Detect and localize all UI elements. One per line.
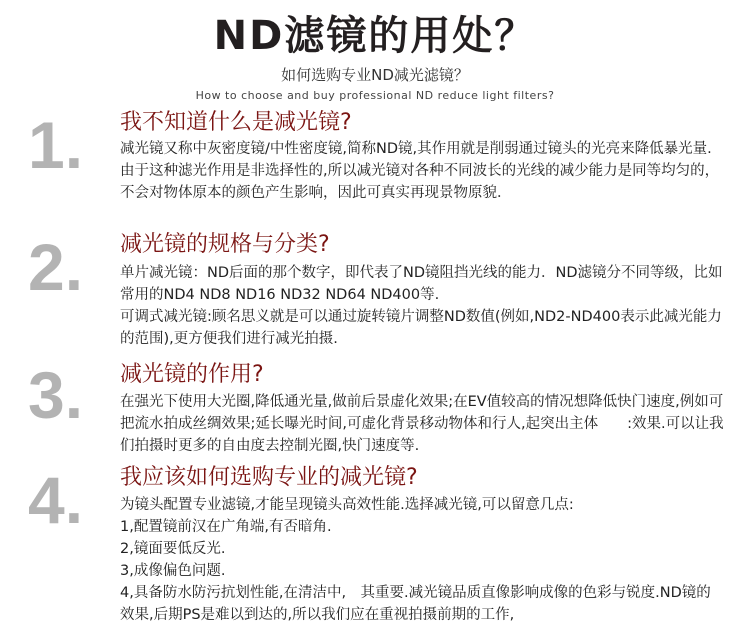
section-body	[120, 262, 725, 350]
section-title: 减光镜的作用?	[120, 362, 264, 387]
paragraph: 在强光下使用大光圈,降低通光量,做前后景虚化效果;在EV值较高的情况想降低快门速度,例如可把流水拍成丝绸效果;延长曝光时间,可虚化背景移动物体和行人,起突出主体 :效果.可以让我们拍摄时更多的自由度去控制光圈,快门速度等.	[120, 394, 724, 454]
page-title: ND滤镜的用处？	[213, 13, 537, 59]
paragraph: 单片减光镜：ND后面的那个数字，即代表了ND镜阻挡光线的能力．ND滤镜分不同等级，比如常用的ND4 ND8 ND16 ND32 ND64 ND400等.	[120, 265, 723, 303]
section-number: 2.	[28, 230, 84, 304]
paragraph: 减光镜又称中灰密度镜/中性密度镜,简称ND镜,其作用就是削弱通过镜头的光亮来降低暴光量.由于这种滤光作用是非选择性的,所以减光镜对各种不同波长的光线的减少能力是同等均匀的，不会对物体原本的颜色产生影响，因此可真实再现景物原貌．	[120, 141, 720, 201]
list-item: 4,具备防水防污抗划性能,在清洁中, 其重要.减光镜品质直像影响成像的色彩与锐度.ND镜的效果,后期PS是难以到达的,所以我们应在重视拍摄前期的工作,	[120, 585, 711, 623]
subtitle-chinese: 如何选购专业ND减光滤镜？	[281, 66, 469, 84]
section-body	[120, 494, 725, 626]
section-title: 减光镜的规格与分类?	[120, 232, 330, 257]
section-number: 3.	[28, 358, 84, 432]
section-title: 我应该如何选购专业的减光镜?	[120, 465, 418, 490]
list-item: 2,镜面要低反光.	[120, 541, 226, 557]
section-body	[120, 391, 725, 457]
section-number: 4.	[28, 463, 84, 537]
section-body	[120, 138, 725, 204]
section-number: 1.	[28, 108, 84, 182]
list-item: 3,成像偏色问题.	[120, 563, 226, 579]
paragraph: 可调式减光镜:顾名思义就是可以通过旋转镜片调整ND数值(例如,ND2-ND400表示此减光能力的范围),更方便我们进行减光拍摄.	[120, 309, 722, 347]
list-item: 1,配置镜前汉在广角端,有否暗角.	[120, 519, 332, 535]
section-title: 我不知道什么是减光镜?	[120, 110, 352, 135]
subtitle-english: How to choose and buy professional ND reduce light filters?	[195, 89, 555, 102]
paragraph: 为镜头配置专业滤镜,才能呈现镜头高效性能.选择减光镜,可以留意几点:	[120, 497, 574, 513]
